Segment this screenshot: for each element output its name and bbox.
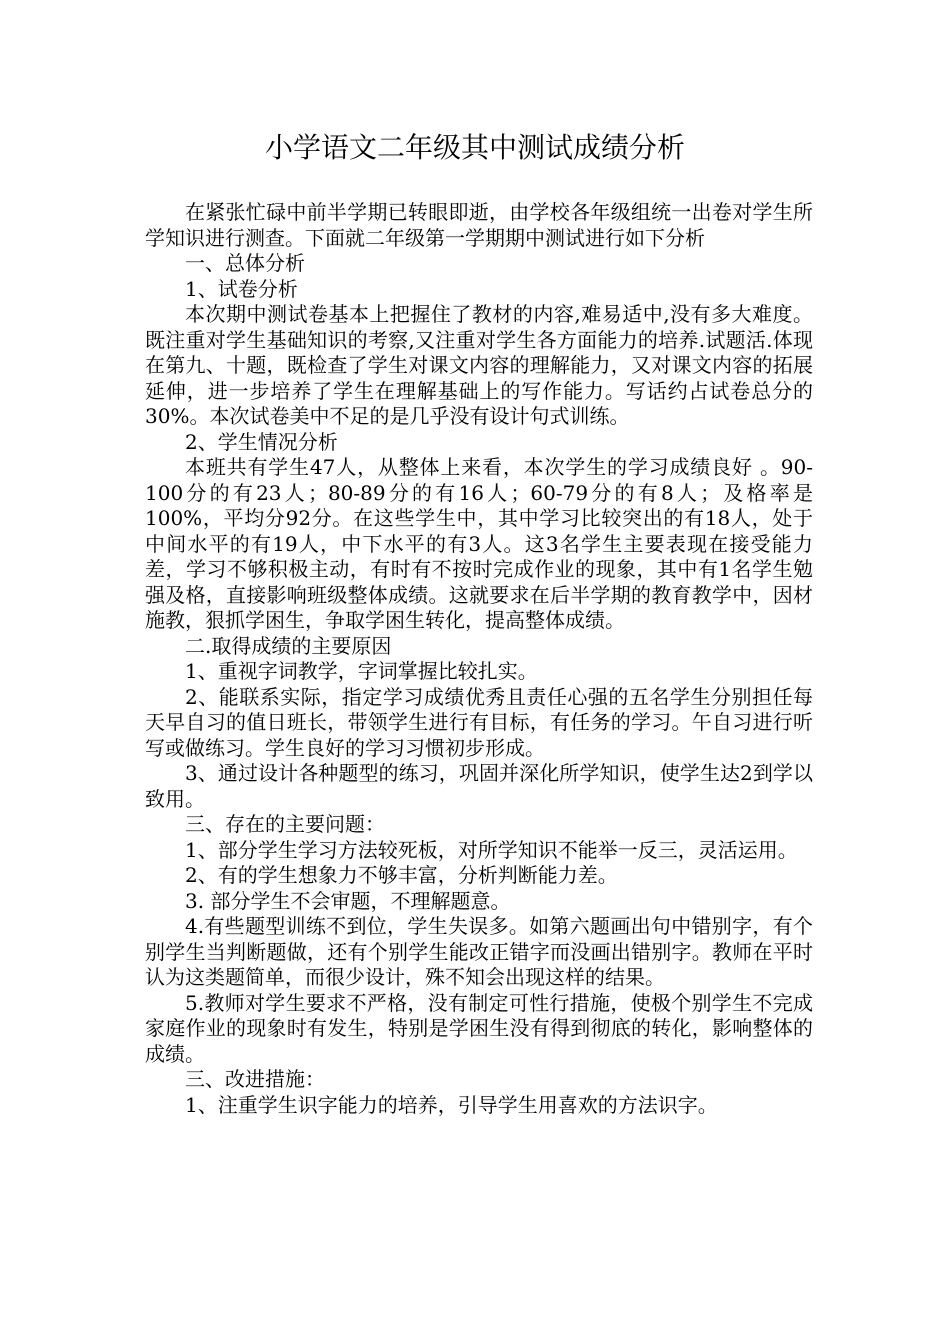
student-analysis-paragraph: 本班共有学生47人，从整体上来看，本次学生的学习成绩良好 。90-100分的有23人；80-89分的有16人；60-79分的有8人；及格率是100%，平均分92分。在这些学生中，其中学习比较突出的有18人，处于中间水平的有19人，中下水平的有3人。这3名学生主要表现在接受能力差，学习不够积极主动，有时有不按时完成作业的现象，其中有1名学生勉强及格，直接影响班级整体成绩。这就要求在后半学期的教育教学中，因材施教，狠抓学困生，争取学困生转化，提高整体成绩。 xyxy=(145,455,813,632)
reason-item-1: 1、重视字词教学，字词掌握比较扎实。 xyxy=(185,659,538,683)
problem-item-2: 2、有的学生想象力不够丰富，分析判断能力差。 xyxy=(185,863,618,887)
intro-paragraph: 在紧张忙碌中前半学期已转眼即逝，由学校各年级组统一出卷对学生所学知识进行测查。下面就二年级第一学期期中测试进行如下分析 xyxy=(145,200,813,250)
problem-item-3: 3. 部分学生不会审题，不理解题意。 xyxy=(185,888,511,913)
subheading-paper-analysis: 1、试卷分析 xyxy=(185,276,298,301)
subheading-student-analysis: 2、学生情况分析 xyxy=(185,429,338,454)
reason-item-3: 3、通过设计各种题型的练习，巩固并深化所学知识，使学生达2到学以致用。 xyxy=(145,761,813,811)
problem-item-4: 4.有些题型训练不到位，学生失误多。如第六题画出句中错别字，有个别学生当判断题做，还有个别学生能改正错字而没画出错别字。教师在平时认为这类题简单，而很少设计，殊不知会出现这样的结果。 xyxy=(145,914,813,989)
section-heading-reasons: 二.取得成绩的主要原因 xyxy=(185,633,392,658)
document-title: 小学语文二年级其中测试成绩分析 xyxy=(264,131,685,164)
improvement-item-1: 1、注重学生识字能力的培养，引导学生用喜欢的方法识字。 xyxy=(185,1092,718,1117)
section-heading-improvements: 三、改进措施： xyxy=(185,1067,325,1091)
paper-analysis-paragraph: 本次期中测试卷基本上把握住了教材的内容,难易适中,没有多大难度。既注重对学生基础知识的考察,又注重对学生各方面能力的培养.试题活.体现在第九、十题，既检查了学生对课文内容的理解能力，又对课文内容的拓展延伸，进一步培养了学生在理解基础上的写作能力。写话约占试卷总分的30%。本次试卷美中不足的是几乎没有设计句式训练。 xyxy=(145,302,813,428)
problem-item-1: 1、部分学生学习方法较死板，对所学知识不能举一反三，灵活运用。 xyxy=(185,837,798,862)
problem-item-5: 5.教师对学生要求不严格，没有制定可性行措施，使极个别学生不完成家庭作业的现象时有发生，特别是学困生没有得到彻底的转化，影响整体的成绩。 xyxy=(145,990,813,1066)
section-heading-problems: 三、存在的主要问题： xyxy=(185,812,385,836)
document-body xyxy=(145,200,813,1118)
section-heading-overall-analysis: 一、总体分析 xyxy=(185,251,305,275)
reason-item-2: 2、能联系实际，指定学习成绩优秀且责任心强的五名学生分别担任每天早自习的值日班长，带领学生进行有目标，有任务的学习。午自习进行听写或做练习。学生良好的学习习惯初步形成。 xyxy=(145,684,813,760)
